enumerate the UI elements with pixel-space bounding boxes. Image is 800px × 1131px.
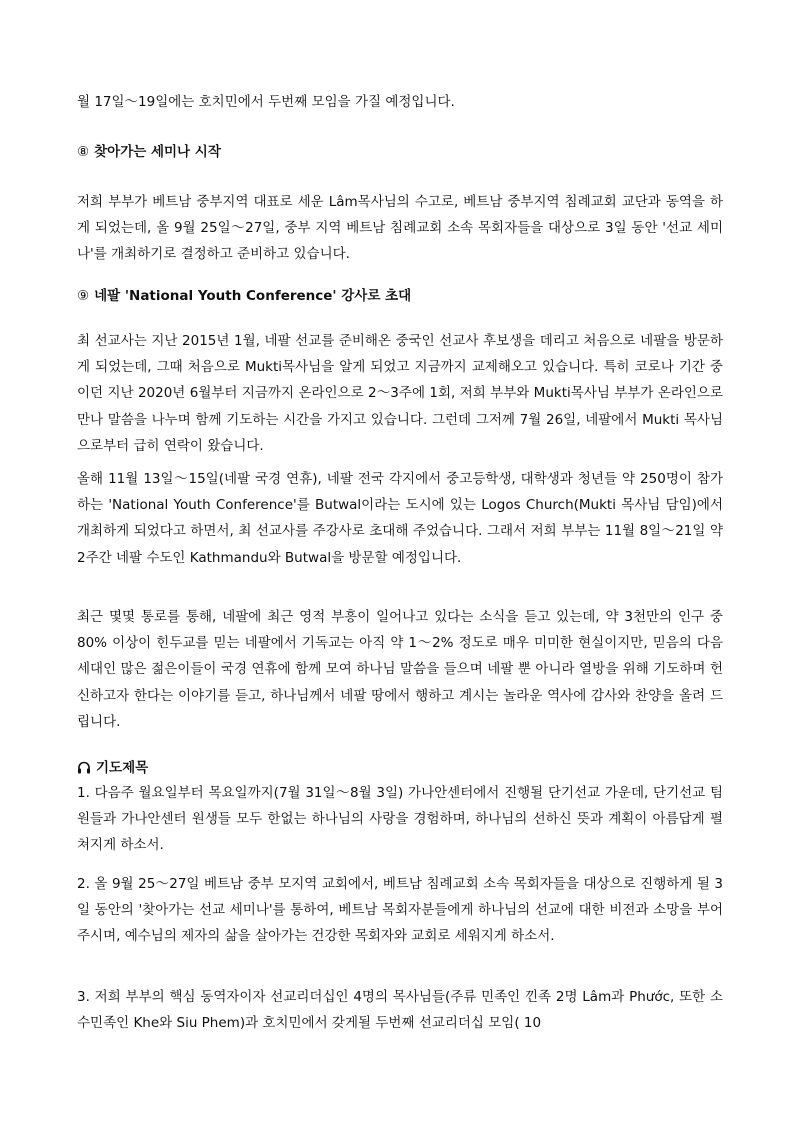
section-8-title: 찾아가는 세미나 시작 <box>94 144 221 160</box>
section-9-number: ⑨ <box>77 288 90 304</box>
section-9-title: 네팔 'National Youth Conference' 강사로 초대 <box>94 288 412 304</box>
intro-paragraph: 월 17일～19일에는 호치민에서 두번째 모임을 가질 예정입니다. <box>77 94 455 110</box>
section-9-heading <box>77 283 723 309</box>
section-8-body: 저희 부부가 베트남 중부지역 대표로 세운 Lâm목사님의 수고로, 베트남 중부지역 침례교회 교단과 동역을 하게 되었는데, 올 9월 25일～27일, 중부 지역 베트남 침례교회 소속 목회자들을 대상으로 3일 동안 '선교 세미나'를 개최하기로 결정하고 준비하고 있습니다. <box>77 194 723 263</box>
section-9-paragraph-1: 최 선교사는 지난 2015년 1월, 네팔 선교를 준비해온 중국인 선교사 후보생을 데리고 처음으로 네팔을 방문하게 되었는데, 그때 처음으로 Mukti목사님을 알게 되었고 지금까지 교제해오고 있습니다. 특히 코로나 기간 중이던 지난 2020년 6월부터 지금까지 온라인으로 2～3주에 1회, 저희 부부와 Mukti목사님 부부가 온라인으로 만나 말씀을 나누며 함께 기도하는 시간을 가지고 있습니다. 그런데 그저께 7월 26일, 네팔에서 Mukti 목사님으로부터 급히 연락이 왔습니다. <box>77 333 723 454</box>
prayer-item-2: 2. 올 9월 25～27일 베트남 중부 모지역 교회에서, 베트남 침례교회 소속 목회자들을 대상으로 진행하게 될 3일 동안의 '찾아가는 선교 세미나'를 통하여, 베트남 목회자분들에게 하나님의 선교에 대한 비전과 소망을 부어주시며, 예수님의 제자의 삶을 살아가는 건강한 목회자와 교회로 세워지게 하소서. <box>77 876 723 945</box>
headphones-icon <box>77 761 96 775</box>
section-9-paragraph-2: 올해 11월 13일～15일(네팔 국경 연휴), 네팔 전국 각지에서 중고등학생, 대학생과 청년들 약 250명이 참가하는 'National Youth Conference'를 Butwal이라는 도시에 있는 Logos Church(Mukti 목사님 담임)에서 개최하게 되었다고 하면서, 최 선교사를 주강사로 초대해 주었습니다. 그래서 저희 부부는 11월 8일～21일 약 2주간 네팔 수도인 Kathmandu와 Butwal을 방문할 예정입니다. <box>77 471 723 566</box>
prayer-item-1: 1. 다음주 월요일부터 목요일까지(7월 31일～8월 3일) 가나안센터에서 진행될 단기선교 가운데, 단기선교 팀원들과 가나안센터 원생들 모두 한없는 하나님의 사랑을 경험하며, 하나님의 선하신 뜻과 계획이 아름답게 펼쳐지게 하소서. <box>77 785 723 854</box>
prayer-heading <box>77 755 148 781</box>
section-8-heading <box>77 139 723 165</box>
section-9-paragraph-3: 최근 몇몇 통로를 통해, 네팔에 최근 영적 부흥이 일어나고 있다는 소식을 듣고 있는데, 약 3천만의 인구 중 80% 이상이 힌두교를 믿는 네팔에서 기독교는 아직 약 1～2% 정도로 매우 미미한 현실이지만, 믿음의 다음세대인 많은 젊은이들이 국경 연휴에 함께 모여 하나님 말씀을 들으며 네팔 뿐 아니라 열방을 위해 기도하며 헌신하고자 한다는 이야기를 듣고, 하나님께서 네팔 땅에서 행하고 계시는 놀라운 역사에 감사와 찬양을 올려 드립니다. <box>77 609 723 730</box>
prayer-title: 기도제목 <box>96 760 149 776</box>
section-8-number: ⑧ <box>77 144 90 160</box>
prayer-item-3: 3. 저희 부부의 핵심 동역자이자 선교리더십인 4명의 목사님들(주류 민족인 낀족 2명 Lâm과 Phước, 또한 소수민족인 Khe와 Siu Phem)과 호치민에서 갖게될 두번째 선교리더십 모임( 10 <box>77 989 723 1032</box>
